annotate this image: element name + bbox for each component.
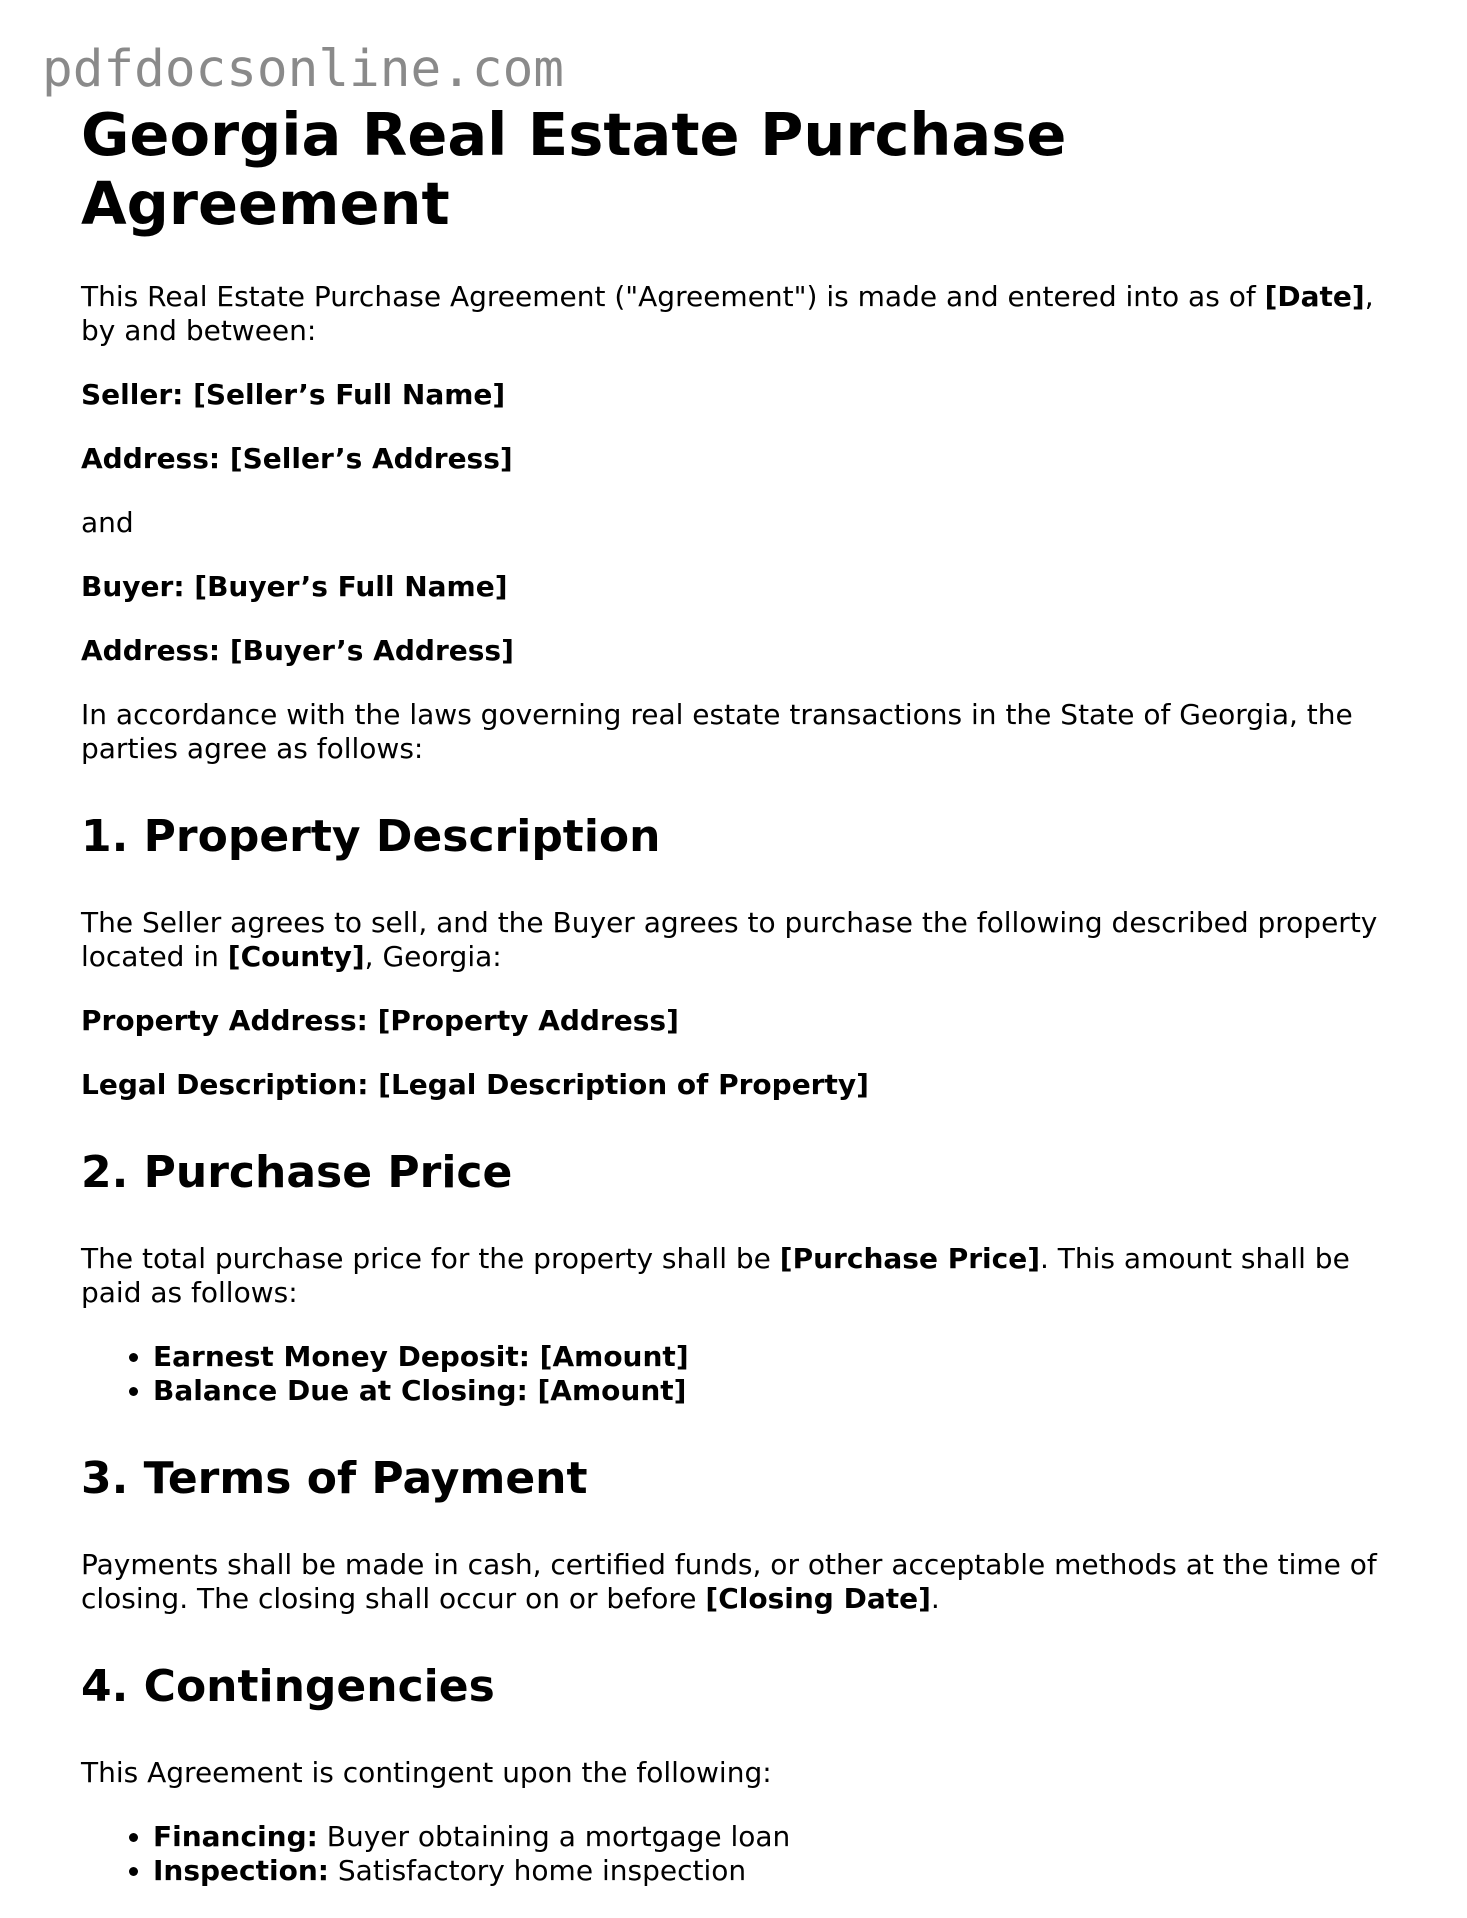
price-text-start: The total purchase price for the property shall be — [81, 1242, 780, 1275]
list-item — [153, 1374, 1411, 1408]
and-text: and — [81, 506, 134, 539]
contingencies-list — [81, 1820, 1411, 1888]
financing-text: Buyer obtaining a mortgage loan — [317, 1820, 791, 1853]
balance-due-item: Balance Due at Closing: [Amount] — [153, 1374, 687, 1407]
intro-text-start: This Real Estate Purchase Agreement ("Agreement") is made and entered into as of — [81, 280, 1265, 313]
purchase-price-placeholder: [Purchase Price] — [779, 1242, 1040, 1275]
price-paragraph — [81, 1242, 1411, 1310]
seller-address-line: Address: [Seller’s Address] — [81, 442, 513, 475]
closing-date-placeholder: [Closing Date] — [705, 1582, 931, 1615]
watermark-text: pdfdocsonline.com — [42, 40, 564, 99]
earnest-money-item: Earnest Money Deposit: [Amount] — [153, 1340, 689, 1373]
preamble-paragraph: In accordance with the laws governing real estate transactions in the State of Georgia, the parties agree as follows: — [81, 698, 1353, 765]
buyer-address-line: Address: [Buyer’s Address] — [81, 634, 514, 667]
property-text-end: , Georgia: — [364, 940, 502, 973]
inspection-label: Inspection: — [153, 1854, 329, 1887]
list-item — [153, 1340, 1411, 1374]
intro-paragraph — [81, 280, 1411, 348]
section-heading-property: 1. Property Description — [81, 811, 661, 862]
contingencies-paragraph: This Agreement is contingent upon the following: — [81, 1756, 772, 1789]
county-placeholder: [County] — [227, 940, 365, 973]
document-title: Georgia Real Estate Purchase Agreement — [81, 100, 1067, 238]
inspection-text: Satisfactory home inspection — [329, 1854, 747, 1887]
property-text-start: The Seller agrees to sell, and the Buyer agrees to purchase the following described property located in — [81, 906, 1378, 973]
property-address-line: Property Address: [Property Address] — [81, 1004, 679, 1037]
property-paragraph — [81, 906, 1411, 974]
document-body — [81, 100, 1411, 1918]
payment-text-start: Payments shall be made in cash, certified funds, or other acceptable methods at the time of closing. The closing shall occur on or before — [81, 1548, 1377, 1615]
payment-breakdown-list — [81, 1340, 1411, 1408]
seller-name-line: Seller: [Seller’s Full Name] — [81, 378, 506, 411]
list-item — [153, 1854, 1411, 1888]
legal-description-line: Legal Description: [Legal Description of Property] — [81, 1068, 869, 1101]
section-heading-contingencies: 4. Contingencies — [81, 1661, 495, 1712]
price-text-end: . This amount shall be paid as follows: — [81, 1242, 1350, 1309]
financing-label: Financing: — [153, 1820, 318, 1853]
intro-text-end: , by and between: — [81, 280, 1374, 347]
buyer-name-line: Buyer: [Buyer’s Full Name] — [81, 570, 508, 603]
intro-date-placeholder: [Date] — [1264, 280, 1365, 313]
section-heading-payment: 3. Terms of Payment — [81, 1453, 588, 1504]
list-item — [153, 1820, 1411, 1854]
section-heading-price: 2. Purchase Price — [81, 1147, 513, 1198]
payment-paragraph — [81, 1548, 1411, 1616]
payment-text-end: . — [930, 1582, 940, 1615]
